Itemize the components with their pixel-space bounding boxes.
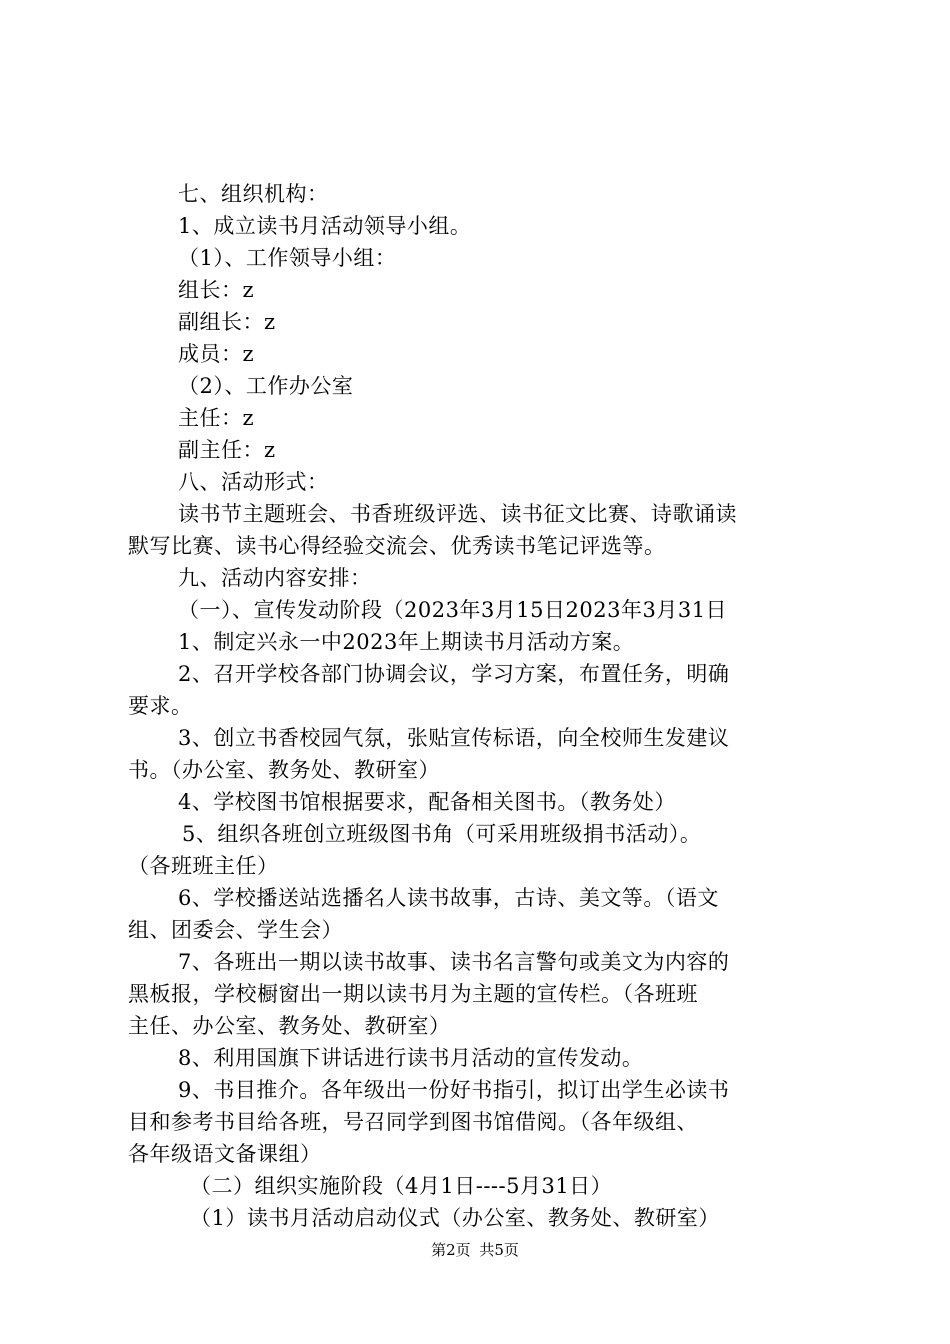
text-line: 组长：z [178,278,255,302]
page-footer [0,1240,950,1260]
text-line: 目和参考书目给各班，号召同学到图书馆借阅。（各年级组、 [128,1110,698,1134]
text-line: 2、召开学校各部门协调会议，学习方案，布置任务，明确 [178,662,730,686]
text-line: 组、团委会、学生会） [128,918,343,942]
text-line: 成员：z [178,342,255,366]
text-line: 各年级语文备课组） [128,1142,322,1166]
text-line: （二）组织实施阶段（4月1日----5月31日） [190,1174,613,1198]
page-number: 第2页 [431,1241,471,1259]
text-line: 要求。 [128,694,193,718]
text-line: 主任：z [178,406,255,430]
text-line: 3、创立书香校园气氛，张贴宣传标语，向全校师生发建议 [178,726,730,750]
text-line: 默写比赛、读书心得经验交流会、优秀读书笔记评选等。 [128,534,666,558]
text-line: 八、活动形式： [178,470,329,494]
text-line: 副主任：z [178,438,276,462]
document-body [128,178,840,1234]
text-line: （2）、工作办公室 [178,374,354,398]
page-total: 共5页 [479,1241,519,1259]
text-line: （各班班主任） [128,854,279,878]
text-line: 副组长：z [178,310,276,334]
text-line: （1）读书月活动启动仪式（办公室、教务处、教研室） [190,1206,720,1230]
text-line: 读书节主题班会、书香班级评选、读书征文比赛、诗歌诵读 [178,502,737,526]
text-line: 4、学校图书馆根据要求，配备相关图书。（教务处） [178,790,676,814]
text-line: 6、学校播送站选播名人读书故事，古诗、美文等。（语文 [178,886,719,910]
text-line: 九、活动内容安排： [178,566,372,590]
text-line: （一）、宣传发动阶段（2023年3月15日2023年3月31日 [178,598,728,622]
text-line: 主任、办公室、教务处、教研室） [128,1014,451,1038]
text-line: 5、组织各班创立班级图书角（可采用班级捐书活动）。 [182,822,702,846]
text-line: 1、制定兴永一中2023年上期读书月活动方案。 [178,630,635,654]
text-line: 1、成立读书月活动领导小组。 [178,214,472,238]
text-line: 9、书目推介。各年级出一份好书指引，拟订出学生必读书 [178,1078,730,1102]
text-line: （1）、工作领导小组： [178,246,397,270]
text-line: 书。（办公室、教务处、教研室） [128,758,440,782]
text-line: 8、利用国旗下讲话进行读书月活动的宣传发动。 [178,1046,644,1070]
text-line: 七、组织机构： [178,182,329,206]
text-line: 黑板报，学校橱窗出一期以读书月为主题的宣传栏。（各班班 [128,982,698,1006]
text-line: 7、各班出一期以读书故事、读书名言警句或美文为内容的 [178,950,730,974]
